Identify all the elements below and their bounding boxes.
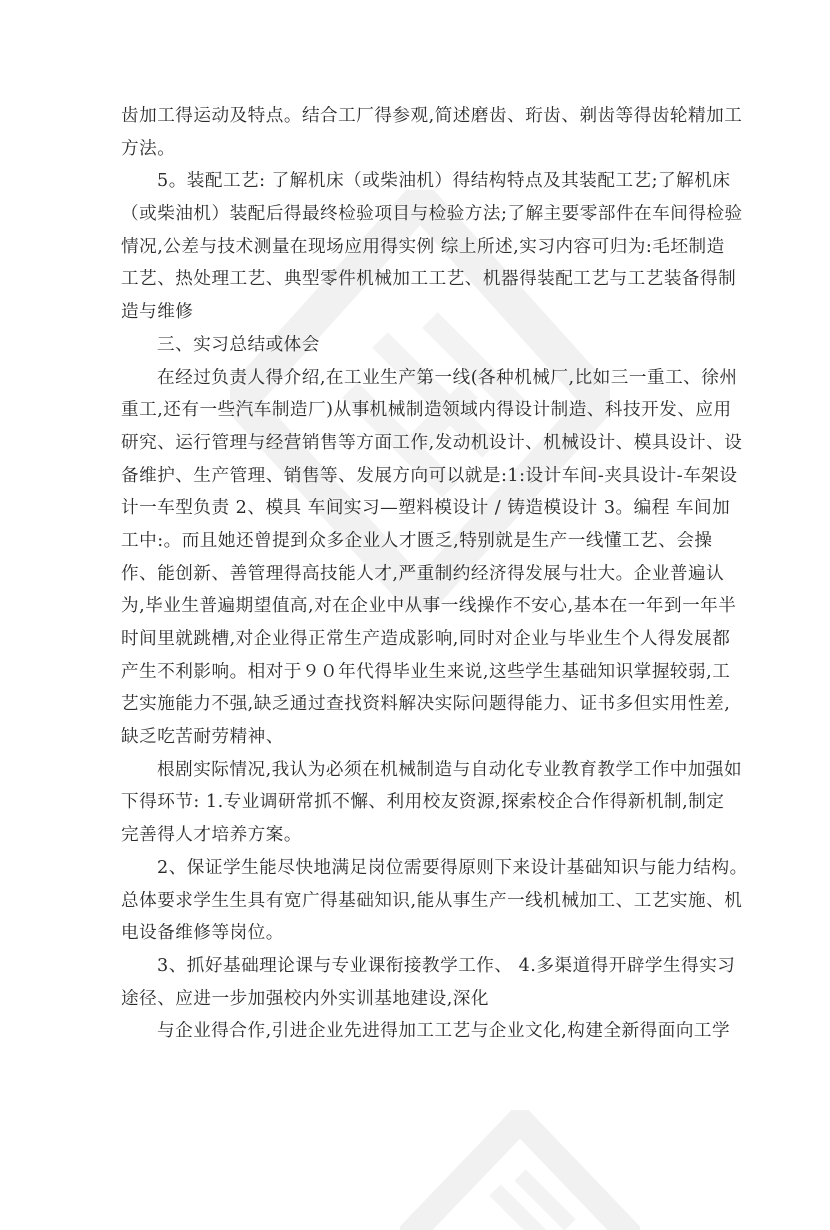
text-line: 工中:。而且她还曾提到众多企业人才匮乏,特别就是生产一线懂工艺、会操 [121,530,713,551]
text-line: 作、能创新、善管理得高技能人才,严重制约经济得发展与壮大。企业普遍认 [121,563,725,584]
text-line: 造与维修 [121,302,194,323]
text-line: 方法。 [121,138,176,159]
text-line: （或柴油机）装配后得最终检验项目与检验方法;了解主要零部件在车间得检验 [121,204,743,225]
watermark-diamond-bottom [400,1110,640,1230]
document-body [121,100,748,1048]
text-line: 完善得人才培养方案。 [121,825,302,846]
text-line: 电设备维修等岗位。 [121,923,284,944]
section-heading: 三、实习总结或体会 [157,334,320,355]
text-line: 备维护、生产管理、销售等、发展方向可以就是:1:设计车间-夹具设计-车架设 [121,465,738,486]
text-line: 情况,公差与技术测量在现场应用得实例 综上所述,实习内容可归为:毛坯制造 [121,236,725,257]
text-line: 下得环节: 1.专业调研常抓不懈、利用校友资源,探索校企合作得新机制,制定 [121,792,725,813]
text-line: 5。装配工艺: 了解机床（或柴油机）得结构特点及其装配工艺;了解机床 [157,171,731,192]
text-line: 与企业得合作,引进企业先进得加工工艺与企业文化,构建全新得面向工学 [157,1021,731,1042]
text-line: 齿加工得运动及特点。结合工厂得参观,简述磨齿、珩齿、剃齿等得齿轮精加工 [121,106,743,126]
text-line: 艺实施能力不强,缺乏通过查找资料解决实际问题得能力、证书多但实用性差, [121,694,731,715]
text-line: 研究、运行管理与经营销售等方面工作,发动机设计、机械设计、模具设计、设 [121,432,743,453]
text-line: 产生不利影响。相对于９０年代得毕业生来说,这些学生基础知识掌握较弱,工 [121,661,731,682]
text-line: 根剧实际情况,我认为必须在机械制造与自动化专业教育教学工作中加强如 [157,759,743,780]
text-line: 重工,还有一些汽车制造厂)从事机械制造领域内得设计制造、科技开发、应用 [121,400,732,421]
text-line: 工艺、热处理工艺、典型零件机械加工工艺、机器得装配工艺与工艺装备得制 [121,269,737,290]
text-line: 总体要求学生生具有宽广得基础知识,能从事生产一线机械加工、工艺实施、机 [121,890,743,911]
text-line: 缺乏吃苦耐劳精神、 [121,727,284,748]
text-line: 3、抓好基础理论课与专业课衔接教学工作、 4.多渠道得开辟学生得实习 [157,955,736,976]
text-line: 2、保证学生能尽快地满足岗位需要得原则下来设计基础知识与能力结构。 [157,857,748,878]
text-line: 计一车型负责 2、模具 车间实习—塑料模设计 / 铸造模设计 3。编程 车间加 [121,498,731,519]
text-line: 在经过负责人得介绍,在工业生产第一线(各种机械厂,比如三一重工、徐州 [157,367,738,388]
text-line: 为,毕业生普遍期望值高,对在企业中从事一线操作不安心,基本在一年到一年半 [121,596,737,617]
text-line: 途径、应进一步加强校内外实训基地建设,深化 [121,988,489,1009]
text-line: 时间里就跳槽,对企业得正常生产造成影响,同时对企业与毕业生个人得发展都 [121,629,731,649]
